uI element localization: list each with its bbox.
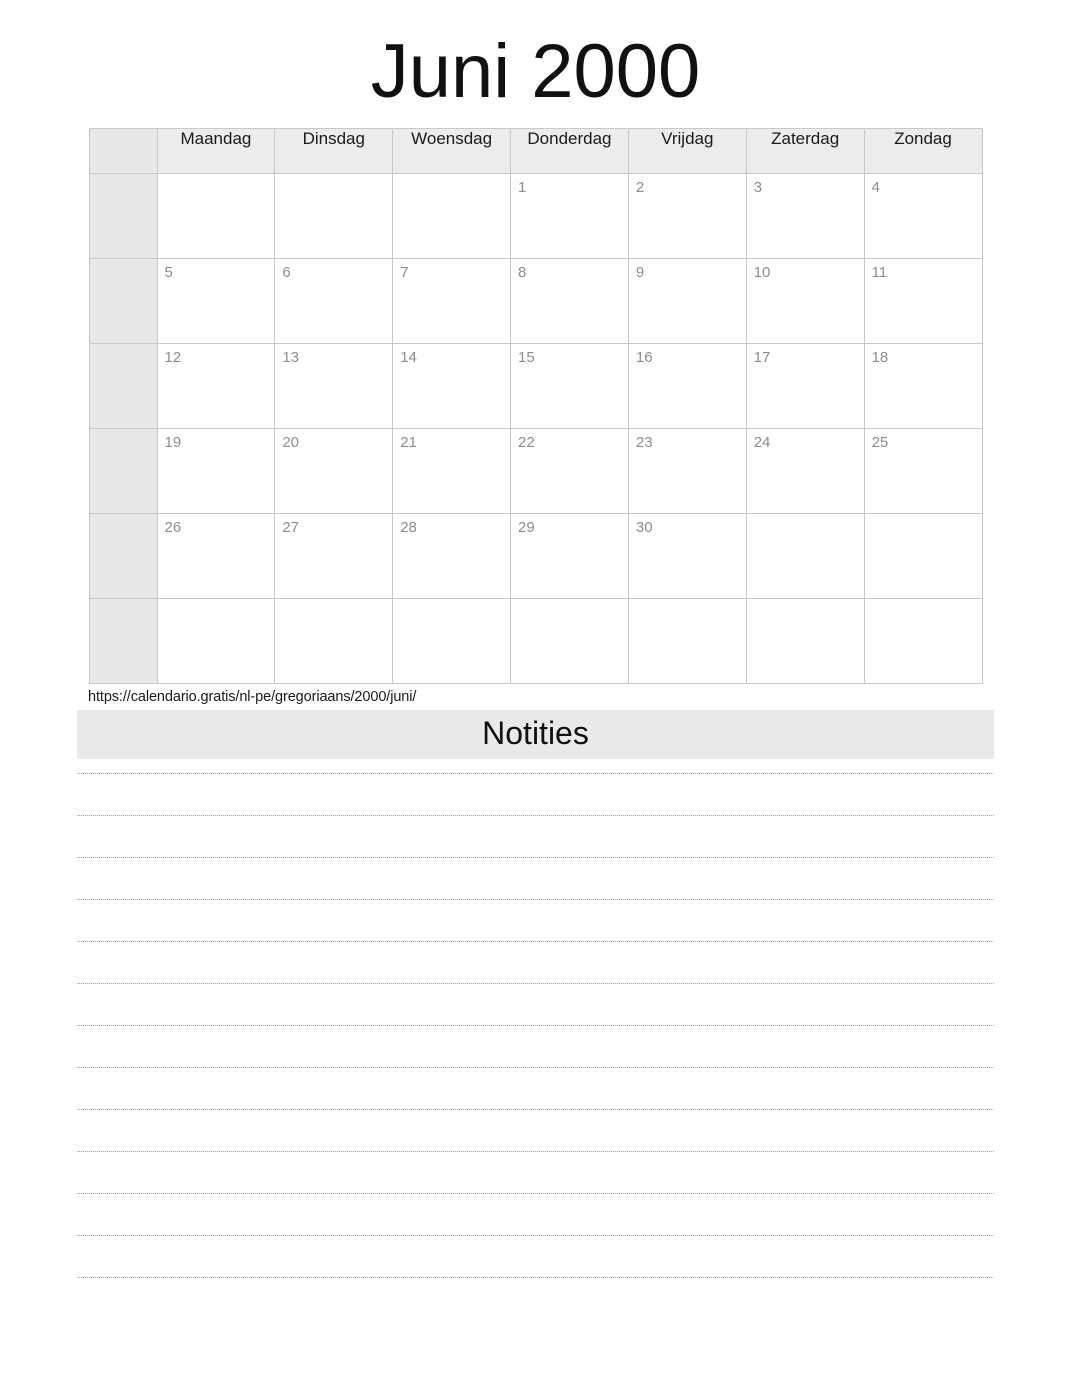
week-gutter-cell <box>89 429 157 514</box>
day-cell[interactable] <box>628 344 746 429</box>
day-number: 28 <box>400 519 417 536</box>
day-cell[interactable] <box>275 514 393 599</box>
day-cell[interactable] <box>746 259 864 344</box>
day-number: 3 <box>753 179 763 196</box>
day-number: 9 <box>635 264 645 281</box>
calendar-head <box>89 129 982 174</box>
day-number: 4 <box>871 179 880 196</box>
day-number: 20 <box>282 434 300 451</box>
day-cell[interactable] <box>275 599 393 684</box>
day-number: 30 <box>635 519 653 536</box>
note-line[interactable] <box>77 1110 994 1152</box>
note-line[interactable] <box>77 942 994 984</box>
day-number <box>629 599 746 605</box>
note-line[interactable] <box>77 773 994 816</box>
notes-section <box>77 710 994 1278</box>
day-number: 22 <box>518 434 535 451</box>
weekday-header-friday: Vrijdag <box>628 129 746 174</box>
day-cell[interactable] <box>628 599 746 684</box>
week-gutter-cell <box>89 344 157 429</box>
calendar-container <box>89 128 983 684</box>
notes-heading: Notities <box>77 710 994 759</box>
note-line[interactable] <box>77 900 994 942</box>
week-gutter-cell <box>89 514 157 599</box>
day-number: 27 <box>282 519 300 536</box>
day-cell[interactable] <box>157 514 275 599</box>
weekday-header-monday: Maandag <box>157 129 275 174</box>
day-number: 29 <box>518 519 535 536</box>
note-line[interactable] <box>77 1068 994 1110</box>
day-cell[interactable] <box>275 174 393 259</box>
day-number <box>511 599 628 605</box>
day-number: 10 <box>753 264 771 281</box>
day-cell[interactable] <box>628 429 746 514</box>
weekday-header-wednesday: Woensdag <box>393 129 511 174</box>
day-number: 12 <box>164 349 182 366</box>
week-gutter-cell <box>89 174 157 259</box>
weekday-header-tuesday: Dinsdag <box>275 129 393 174</box>
page-title: Juni 2000 <box>370 29 701 114</box>
day-cell[interactable] <box>628 174 746 259</box>
calendar-week-row <box>89 599 982 684</box>
day-cell[interactable] <box>275 429 393 514</box>
day-cell[interactable] <box>275 344 393 429</box>
weekday-header-saturday: Zaterdag <box>746 129 864 174</box>
calendar-table <box>89 128 983 684</box>
day-number: 15 <box>518 349 535 366</box>
day-number: 21 <box>400 434 417 451</box>
weekday-header-sunday: Zondag <box>864 129 982 174</box>
day-cell[interactable] <box>511 344 629 429</box>
day-number: 1 <box>518 179 527 196</box>
day-cell[interactable] <box>157 174 275 259</box>
day-cell[interactable] <box>393 344 511 429</box>
day-number: 18 <box>871 349 889 366</box>
calendar-week-row <box>89 514 982 599</box>
day-number <box>393 174 510 180</box>
day-number: 6 <box>282 264 291 281</box>
note-line[interactable] <box>77 816 994 858</box>
day-number: 8 <box>518 264 527 281</box>
note-line[interactable] <box>77 1194 994 1236</box>
day-cell[interactable] <box>628 259 746 344</box>
source-url[interactable]: https://calendario.gratis/nl-pe/gregoriaans/2000/juni/ <box>88 689 417 705</box>
day-number: 11 <box>871 264 888 281</box>
day-number: 2 <box>635 179 645 196</box>
day-cell[interactable] <box>157 259 275 344</box>
day-number: 25 <box>871 434 889 451</box>
day-number: 23 <box>635 434 653 451</box>
day-cell[interactable] <box>393 429 511 514</box>
day-number: 13 <box>282 349 300 366</box>
day-cell[interactable] <box>393 259 511 344</box>
note-line[interactable] <box>77 1236 994 1278</box>
calendar-week-row <box>89 259 982 344</box>
day-cell[interactable] <box>746 174 864 259</box>
day-number <box>275 599 392 605</box>
day-number: 19 <box>164 434 182 451</box>
day-number <box>865 514 982 520</box>
day-cell[interactable] <box>157 429 275 514</box>
day-cell[interactable] <box>511 429 629 514</box>
weekday-header-row <box>89 129 982 174</box>
note-line[interactable] <box>77 858 994 900</box>
week-gutter-header <box>89 129 157 174</box>
day-cell[interactable] <box>746 514 864 599</box>
day-number <box>393 599 510 605</box>
day-cell[interactable] <box>157 344 275 429</box>
day-cell[interactable] <box>864 174 982 259</box>
day-cell[interactable] <box>628 514 746 599</box>
day-cell[interactable] <box>511 514 629 599</box>
calendar-week-row <box>89 174 982 259</box>
week-gutter-cell <box>89 599 157 684</box>
day-number: 5 <box>164 264 173 281</box>
day-number <box>275 174 392 180</box>
day-cell[interactable] <box>864 429 982 514</box>
day-cell[interactable] <box>393 599 511 684</box>
day-number <box>158 174 275 180</box>
note-line[interactable] <box>77 1026 994 1068</box>
note-line[interactable] <box>77 984 994 1026</box>
calendar-week-row <box>89 429 982 514</box>
day-number <box>747 514 864 520</box>
day-number <box>865 599 982 605</box>
day-number <box>747 599 864 605</box>
notes-lines <box>77 773 994 1278</box>
day-cell[interactable] <box>157 599 275 684</box>
weekday-header-thursday: Donderdag <box>511 129 629 174</box>
day-cell[interactable] <box>864 599 982 684</box>
day-number: 26 <box>164 519 182 536</box>
day-number: 17 <box>753 349 771 366</box>
day-number: 24 <box>753 434 771 451</box>
day-number <box>158 599 275 605</box>
calendar-week-row <box>89 344 982 429</box>
day-number: 14 <box>400 349 417 366</box>
day-cell[interactable] <box>511 259 629 344</box>
day-cell[interactable] <box>864 259 982 344</box>
day-number: 16 <box>635 349 653 366</box>
week-gutter-cell <box>89 259 157 344</box>
day-cell[interactable] <box>511 174 629 259</box>
day-number: 7 <box>400 264 409 281</box>
day-cell[interactable] <box>746 599 864 684</box>
day-cell[interactable] <box>511 599 629 684</box>
day-cell[interactable] <box>393 514 511 599</box>
note-line[interactable] <box>77 1152 994 1194</box>
day-cell[interactable] <box>393 174 511 259</box>
day-cell[interactable] <box>746 429 864 514</box>
day-cell[interactable] <box>864 514 982 599</box>
calendar-body <box>89 174 982 684</box>
day-cell[interactable] <box>275 259 393 344</box>
day-cell[interactable] <box>746 344 864 429</box>
day-cell[interactable] <box>864 344 982 429</box>
